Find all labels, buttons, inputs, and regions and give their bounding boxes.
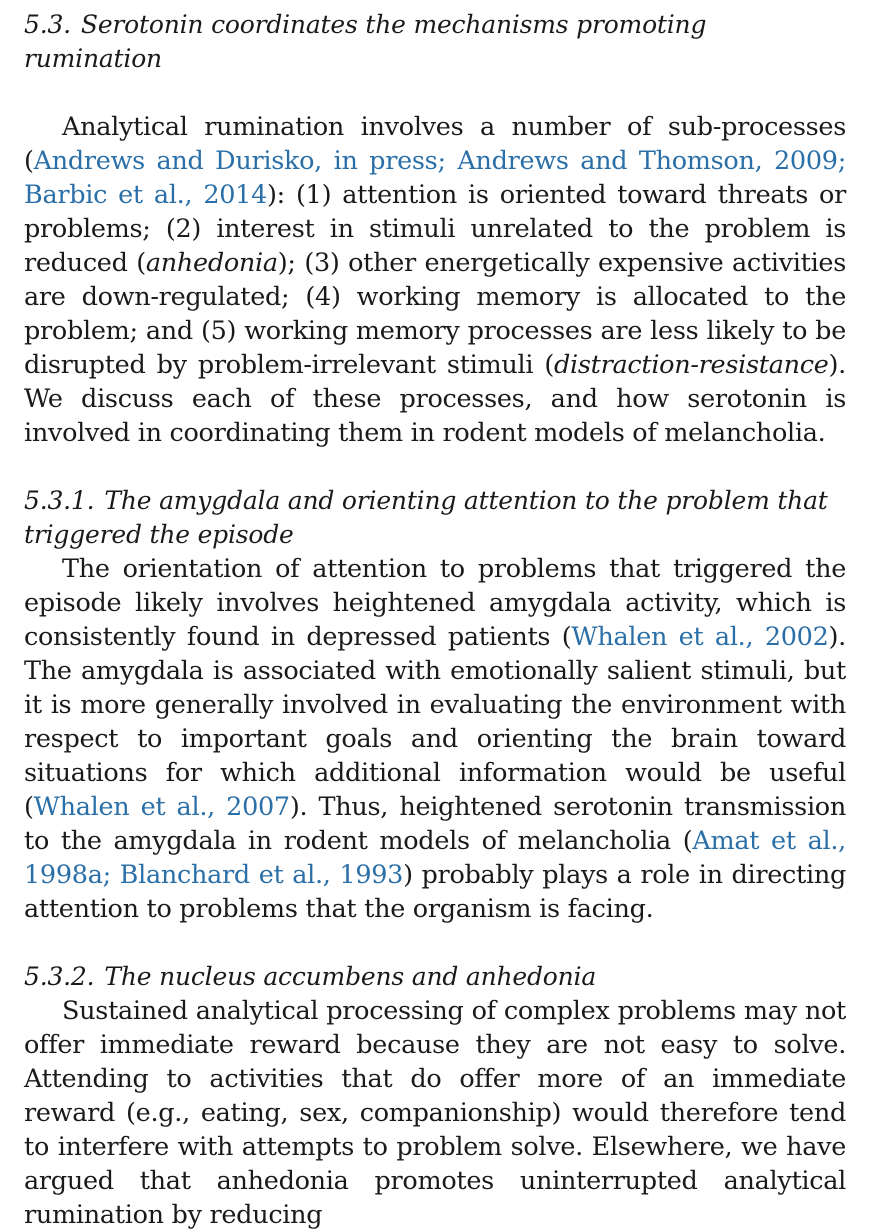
section-number: 5.3.2. [24, 962, 95, 991]
section-number: 5.3. [24, 10, 71, 39]
paragraph-amygdala [24, 552, 846, 926]
text-run: ) probably plays a role in directing attention to problems that the organism is facing. [24, 860, 846, 924]
italic-term: distraction-resistance [553, 350, 829, 380]
text-run: ). We discuss each of these processes, and how serotonin is involved in coordinating them in rodent models of melancholia. [24, 350, 846, 448]
text-run: Sustained analytical processing of complex problems may not offer immediate reward because they are not easy to solve. Attending to activities that do offer more of an immediate reward (e.g., eating, sex, companionship) would therefore tend to interfere with attempts to problem solve. Elsewhere, we have argued that anhedonia promotes uninterrupted analytical rumination by reducing [24, 996, 846, 1230]
paragraph-rumination-subprocesses [24, 110, 846, 450]
section-heading-5-3-1 [24, 484, 846, 552]
text-run: ). The amygdala is associated with emotionally salient stimuli, but it is more generally involved in evaluating the environment with respect to important goals and orienting the brain toward situations for which additional information would be useful ( [24, 622, 846, 822]
citation-link[interactable]: Whalen et al., 2002 [571, 622, 829, 652]
text-run: Analytical rumination involves a number of sub-processes ( [24, 112, 846, 176]
text-run: ); (3) other energetically expensive activities are down-regulated; (4) working memory is allocated to the problem; and (5) working memory processes are less likely to be disrupted by problem-irrelevant stimuli ( [24, 248, 846, 380]
section-title: The amygdala and orienting attention to the problem that triggered the episode [24, 486, 828, 549]
section-title: Serotonin coordinates the mechanisms promoting rumination [24, 10, 707, 73]
citation-link[interactable]: Andrews and Durisko, in press; Andrews and Thomson, 2009; Barbic et al., 2014 [24, 146, 846, 210]
section-number: 5.3.1. [24, 486, 95, 515]
paragraph-nucleus-accumbens [24, 994, 846, 1232]
text-run: ). Thus, heightened serotonin transmission to the amygdala in rodent models of melancholia ( [24, 792, 846, 856]
text-run: ): (1) attention is oriented toward threats or problems; (2) interest in stimuli unrelated to the problem is reduced ( [24, 180, 846, 278]
citation-link[interactable]: Amat et al., 1998a; Blanchard et al., 1993 [24, 826, 846, 890]
section-title: The nucleus accumbens and anhedonia [104, 962, 597, 991]
italic-term: anhedonia [145, 248, 278, 278]
citation-link[interactable]: Whalen et al., 2007 [33, 792, 290, 822]
section-heading-5-3-2 [24, 960, 846, 994]
section-heading-5-3 [24, 8, 846, 76]
text-run: The orientation of attention to problems that triggered the episode likely involves heightened amygdala activity, which is consistently found in depressed patients ( [24, 554, 846, 652]
article-page [24, 8, 846, 1232]
